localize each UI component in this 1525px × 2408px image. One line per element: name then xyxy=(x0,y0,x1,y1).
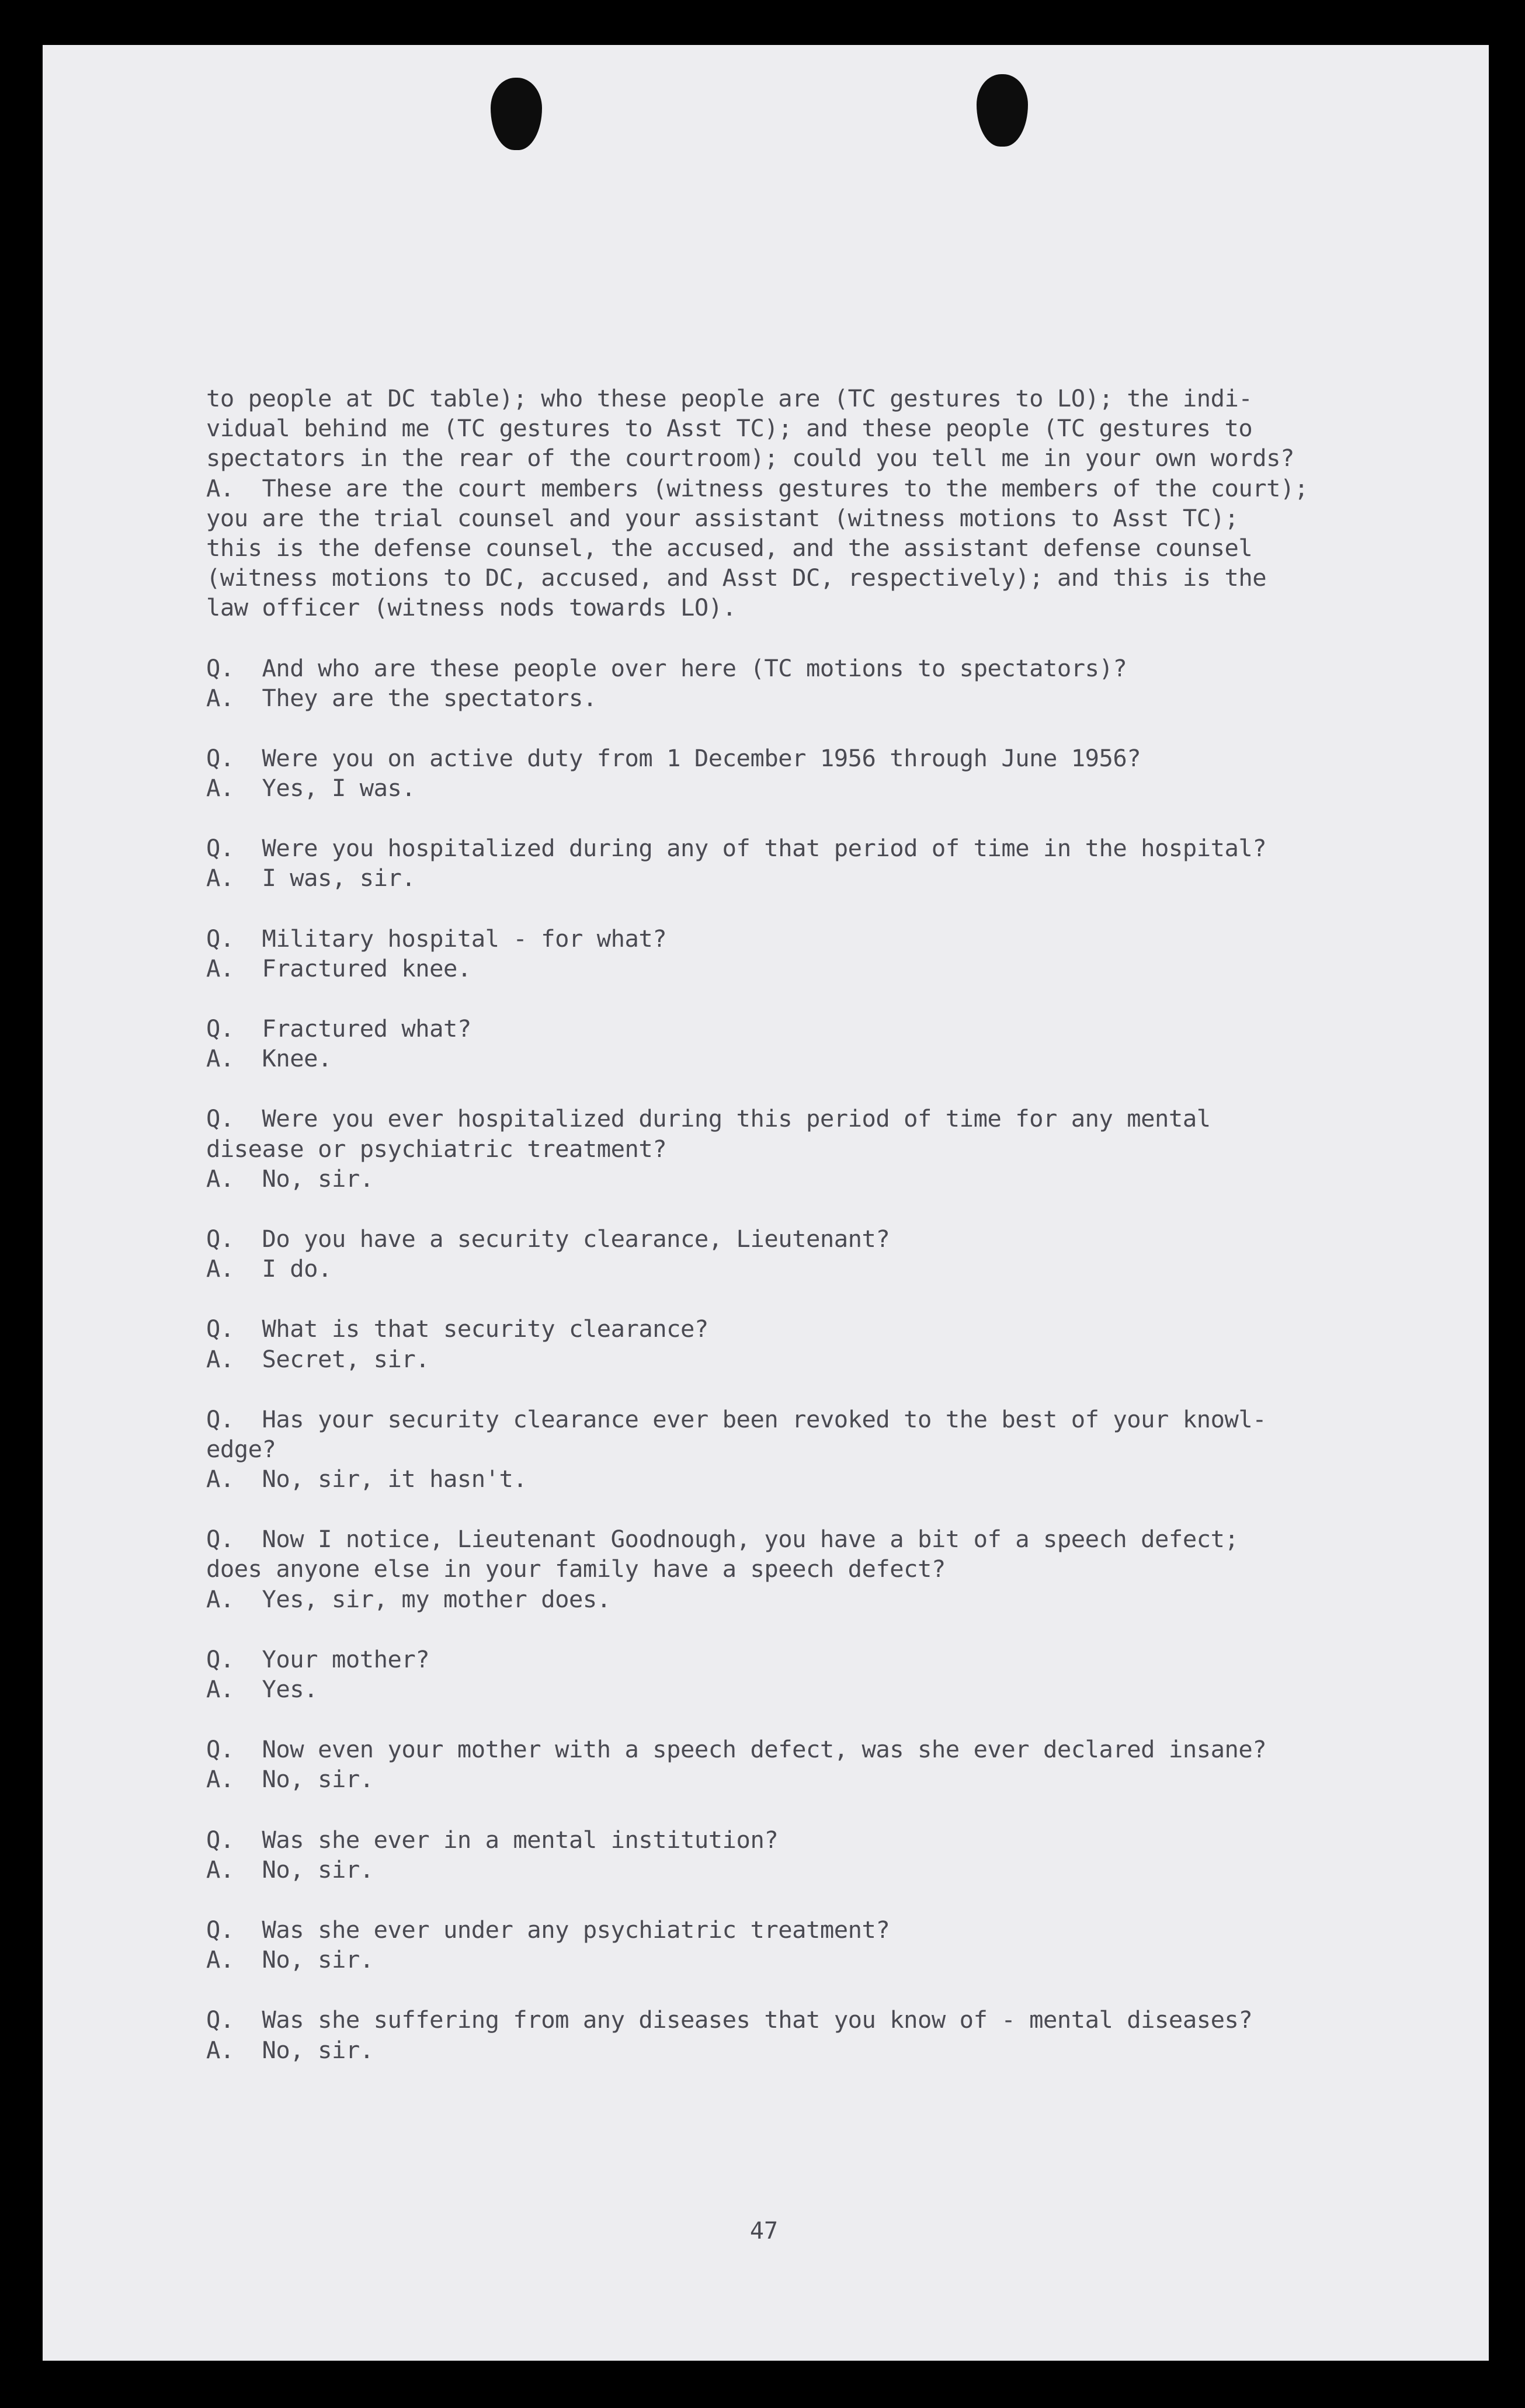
answer-line: A. Yes, sir, my mother does. xyxy=(206,1585,611,1613)
text-line: vidual behind me (TC gestures to Asst TC); and these people (TC gestures to xyxy=(206,414,1253,443)
answer-line: A. No, sir. xyxy=(206,1164,374,1193)
answer-line: A. I was, sir. xyxy=(206,864,416,892)
question-line: Q. Were you ever hospitalized during this period of time for any mental xyxy=(206,1104,1211,1133)
question-line: Q. Was she ever in a mental institution? xyxy=(206,1825,779,1854)
answer-line: A. No, sir. xyxy=(206,1945,374,1974)
text-line: A. These are the court members (witness gestures to the members of the court); xyxy=(206,474,1308,502)
answer-line: A. No, sir. xyxy=(206,1855,374,1884)
answer-line: A. They are the spectators. xyxy=(206,683,597,712)
text-line: this is the defense counsel, the accused, and the assistant defense counsel xyxy=(206,533,1253,562)
text-line: spectators in the rear of the courtroom); could you tell me in your own words? xyxy=(206,444,1294,472)
question-line: Q. What is that security clearance? xyxy=(206,1315,708,1343)
answer-line: A. Yes, I was. xyxy=(206,774,416,802)
text-line: you are the trial counsel and your assistant (witness motions to Asst TC); xyxy=(206,503,1239,532)
qa-block xyxy=(206,1915,1409,1975)
document-page xyxy=(43,45,1489,2361)
question-line: Q. Do you have a security clearance, Lieutenant? xyxy=(206,1224,890,1253)
answer-line: A. Knee. xyxy=(206,1044,332,1073)
answer-line: A. Yes. xyxy=(206,1675,318,1703)
question-line: Q. Now I notice, Lieutenant Goodnough, you have a bit of a speech defect; xyxy=(206,1525,1239,1554)
question-line: edge? xyxy=(206,1434,276,1463)
question-line: Q. Now even your mother with a speech defect, was she ever declared insane? xyxy=(206,1735,1267,1764)
qa-block xyxy=(206,1825,1409,1885)
question-line: Q. Was she ever under any psychiatric treatment? xyxy=(206,1915,890,1944)
question-line: does anyone else in your family have a speech defect? xyxy=(206,1555,946,1583)
text-line: to people at DC table); who these people are (TC gestures to LO); the indi- xyxy=(206,384,1253,412)
answer-line: A. No, sir, it hasn't. xyxy=(206,1465,527,1493)
question-line: disease or psychiatric treatment? xyxy=(206,1134,667,1163)
question-line: Q. Your mother? xyxy=(206,1645,430,1673)
qa-block xyxy=(206,2005,1409,2065)
text-line: (witness motions to DC, accused, and Asst DC, respectively); and this is the xyxy=(206,564,1267,592)
intro-paragraph xyxy=(206,384,1409,623)
qa-block xyxy=(206,1314,1409,1374)
page-number: 47 xyxy=(749,2218,779,2244)
answer-line: A. I do. xyxy=(206,1255,332,1283)
answer-line: A. Fractured knee. xyxy=(206,954,471,982)
answer-line: A. Secret, sir. xyxy=(206,1344,430,1373)
punch-hole-left xyxy=(491,78,542,150)
question-line: Q. Military hospital - for what? xyxy=(206,924,667,953)
punch-hole-right xyxy=(977,74,1028,147)
question-line: Q. Were you on active duty from 1 December 1956 through June 1956? xyxy=(206,743,1141,772)
answer-line: A. No, sir. xyxy=(206,2035,374,2064)
question-line: Q. Fractured what? xyxy=(206,1014,471,1043)
qa-block xyxy=(206,1405,1409,1495)
qa-block xyxy=(206,1224,1409,1284)
qa-block xyxy=(206,1524,1409,1614)
qa-block xyxy=(206,833,1409,893)
question-line: Q. Has your security clearance ever been revoked to the best of your knowl- xyxy=(206,1405,1267,1433)
question-line: Q. And who are these people over here (TC motions to spectators)? xyxy=(206,654,1127,682)
question-line: Q. Were you hospitalized during any of that period of time in the hospital? xyxy=(206,834,1267,863)
text-line: law officer (witness nods towards LO). xyxy=(206,593,737,622)
qa-block xyxy=(206,1735,1409,1794)
qa-block xyxy=(206,654,1409,713)
answer-line: A. No, sir. xyxy=(206,1765,374,1794)
qa-block xyxy=(206,743,1409,803)
qa-block xyxy=(206,1104,1409,1194)
transcript-body xyxy=(206,384,1409,2065)
qa-block xyxy=(206,1014,1409,1073)
question-line: Q. Was she suffering from any diseases that you know of - mental diseases? xyxy=(206,2006,1253,2034)
qa-block xyxy=(206,1645,1409,1704)
qa-block xyxy=(206,924,1409,984)
